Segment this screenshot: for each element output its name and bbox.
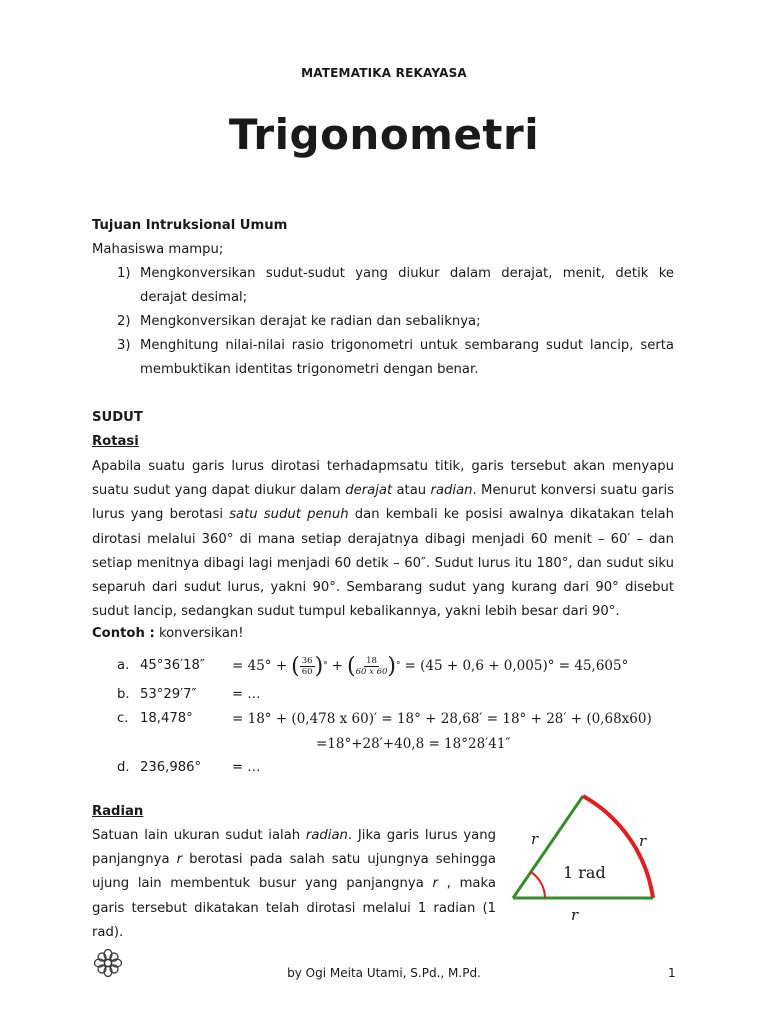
page-number: 1 [668,966,676,980]
example-equation [232,646,628,686]
example-letter: b. [117,687,130,702]
fraction-numerator: 18 [366,655,377,666]
example-equation-continued: =18°+28′+40,8 = 18°28′41″ [316,736,511,752]
example-equation: = … [232,687,261,702]
degree-mark: ° [396,661,401,671]
degree-mark: ° [323,661,328,671]
example-value: 18,478° [140,711,193,726]
example-letter: d. [117,760,130,775]
example-letter: c. [117,711,129,726]
label-r-slanted: r [531,830,539,848]
paren-right: ) [314,653,324,679]
fraction-denominator: 60 x 60 [355,666,388,677]
text-run: , maka garis tersebut dikatakan telah dirotasi melalui 1 radian (1 rad). [92,876,496,940]
example-letter: a. [117,658,130,673]
tiu-item-text: Mengkonversikan derajat ke radian dan sebaliknya; [140,314,481,329]
fraction-numerator: 36 [301,655,313,666]
section-heading-sudut: SUDUT [92,410,143,425]
italic-term: r [432,876,438,892]
text-run: dan kembali ke posisi awalnya dikatakan telah dirotasi melalui 360° di mana setiap derajatnya dibagi menjadi 60 menit – 60′ – dan setiap menitnya dibagi lagi menjadi 60 detik – 60″. Sudut lurus itu 180°, dan sudut siku separuh dari sudut lurus, yakni 90°. Sembarang sudut yang kurang dari 90° disebut sudut lancip, sedangkan sudut tumpul kebalikannya, yakni lebih besar dari 90°. [92,507,674,620]
italic-term: radian [430,483,473,499]
tiu-item-number: 1) [117,266,131,281]
fraction [300,656,315,677]
italic-term: satu sudut penuh [229,507,349,523]
tiu-item-text: Menghitung nilai-nilai rasio trigonometri untuk sembarang sudut lancip, serta membuktikan identitas trigonometri dengan benar. [140,338,674,378]
contoh-line [92,622,244,646]
contoh-label: Contoh : [92,626,155,641]
tiu-heading: Tujuan Intruksional Umum [92,218,288,233]
example-equation: = 18° + (0,478 x 60)′ = 18° + 28,68′ = 18° + 28′ + (0,68x60) [232,711,652,727]
example-equation: = … [232,760,261,775]
paren-left: ( [346,653,356,679]
paren-left: ( [291,653,300,679]
text-run: atau [392,483,431,499]
document-header: MATEMATIKA REKAYASA [301,66,467,80]
text-run: . Menurut konversi suatu garis lurus yang berotasi [92,483,674,523]
radian-diagram [505,788,675,928]
fraction-denominator: 60 [301,666,313,677]
footer-author: by Ogi Meita Utami, S.Pd., M.Pd. [287,966,481,980]
italic-term: r [176,852,183,868]
label-r-bottom: r [571,906,579,924]
radian-paragraph [92,824,496,945]
example-value: 45°36′18″ [140,658,205,673]
rotasi-paragraph [92,455,674,624]
tiu-intro: Mahasiswa mampu; [92,242,224,257]
label-r-arc: r [639,832,647,850]
example-value: 236,986° [140,760,202,775]
equation-text: = 45° + [232,658,288,674]
equation-text: = (45 + 0,6 + 0,005)° = 45,605° [404,658,629,674]
tiu-item-text: Mengkonversikan sudut-sudut yang diukur dalam derajat, menit, detik ke derajat desimal; [140,266,674,306]
equation-text: + [331,658,343,674]
subheading-rotasi: Rotasi [92,434,139,449]
radius-line-slanted [513,796,583,898]
document-title: Trigonometri [228,110,540,159]
angle-arc [531,872,545,898]
italic-term: derajat [345,483,393,499]
paren-right: ) [387,653,396,679]
contoh-text: konversikan! [154,626,244,641]
fraction [356,656,388,677]
text-run: berotasi pada salah satu ujungnya sehingga ujung lain membentuk busur yang panjangnya [92,852,496,892]
text-run: Apabila suatu garis lurus dirotasi terhadapmsatu titik, garis tersebut akan menyapu suatu sudut yang dapat diukur dalam [92,459,674,499]
label-one-rad: 1 rad [563,863,606,882]
text-run: . Jika garis lurus yang panjangnya [92,828,496,868]
italic-term: radian [305,828,348,843]
text-run: Satuan lain ukuran sudut ialah [92,828,306,843]
tiu-item-number: 2) [117,314,131,329]
subheading-radian: Radian [92,804,144,819]
tiu-item-number: 3) [117,338,131,353]
example-value: 53°29′7″ [140,687,197,702]
